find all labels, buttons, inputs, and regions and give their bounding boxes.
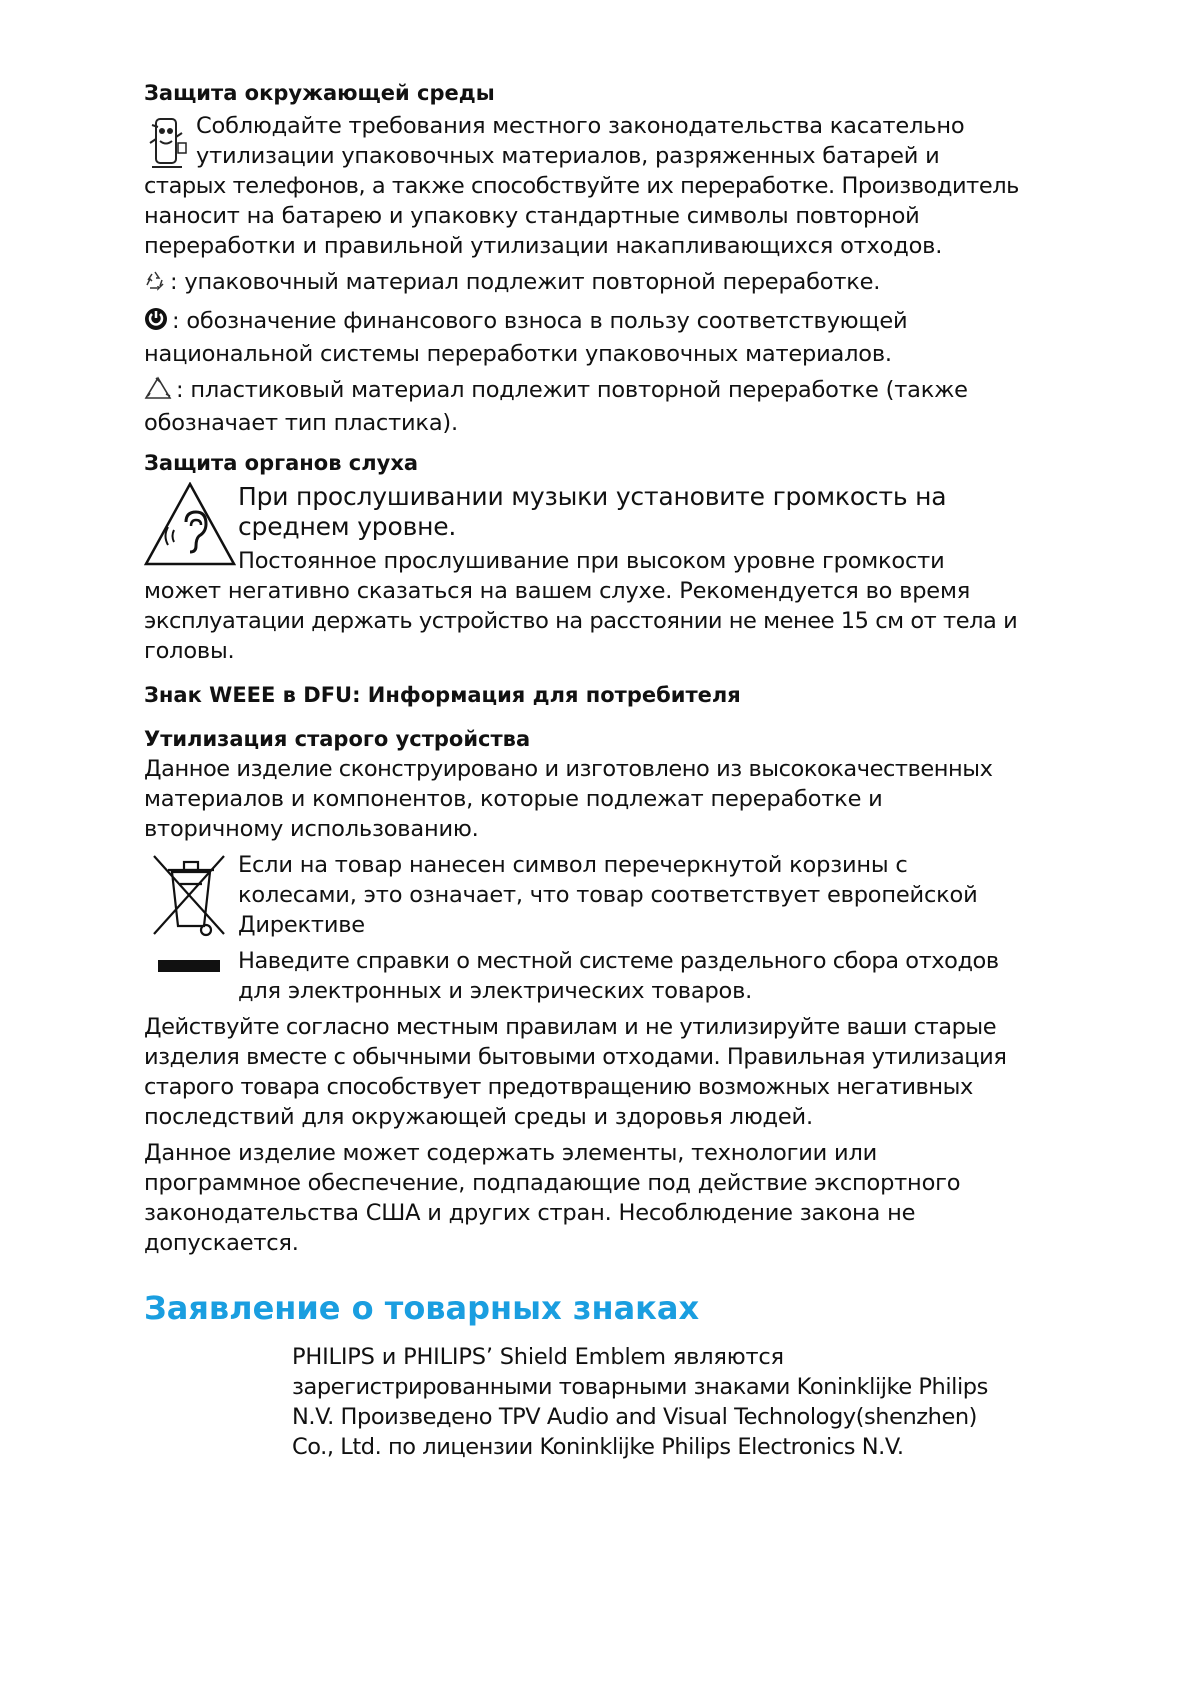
weee-subheading: Утилизация старого устройства [144,727,531,751]
weee-p3-line1: Данное изделие может содержать элементы, технологии или [144,1140,878,1166]
env-heading: Защита окружающей среды [144,81,495,105]
weee-bin-line2: колесами, это означает, что товар соответствует европейской [238,882,978,908]
hearing-line6: головы. [144,638,235,664]
weee-p3-line4: допускается. [144,1230,299,1256]
weee-p3-line3: законодательства США и других стран. Несоблюдение закона не [144,1200,916,1226]
env-symbol-recycle-text: : упаковочный материал подлежит повторной переработке. [170,269,881,295]
env-symbol-plastic [144,375,1064,408]
env-symbol-green-dot-line2: национальной системы переработки упаковочных материалов. [144,341,892,367]
weee-p2-line4: последствий для окружающей среды и здоровья людей. [144,1104,813,1130]
env-symbol-green-dot [144,306,1064,339]
document-page [144,78,1064,1462]
env-intro-line3: старых телефонов, а также способствуйте их переработке. Производитель [144,173,1019,199]
weee-heading: Знак WEEE в DFU: Информация для потребителя [144,683,741,707]
recycle-arrows-icon [144,270,166,300]
weee-bar-line1: Наведите справки о местной системе раздельного сбора отходов [238,948,999,974]
hearing-line3: Постоянное прослушивание при высоком уровне громкости [238,548,945,574]
weee-p2-line3: старого товара способствует предотвращению возможных негативных [144,1074,973,1100]
env-intro-line4: наносит на батарею и упаковку стандартные символы повторной [144,203,920,229]
trademark-heading: Заявление о товарных знаках [144,1289,700,1327]
env-intro-line2: утилизации упаковочных материалов, разряженных батарей и [196,143,940,169]
env-symbol-plastic-text: : пластиковый материал подлежит повторной переработке (также [176,377,968,403]
black-bar-icon [144,946,236,976]
trademark-line2: зарегистрированными товарными знаками Koninklijke Philips [292,1374,988,1400]
env-intro-line5: переработки и правильной утилизации накапливающихся отходов. [144,233,943,259]
trademark-line4: Co., Ltd. по лицензии Koninklijke Philips Electronics N.V. [292,1434,904,1460]
env-intro-line1: Соблюдайте требования местного законодательства касательно [196,113,965,139]
weee-bin-line3: Директиве [238,912,365,938]
green-dot-icon [144,307,168,339]
weee-bar-line2: для электронных и электрических товаров. [238,978,753,1004]
trademark-line1: PHILIPS и PHILIPS’ Shield Emblem являются [292,1344,784,1370]
weee-p1-line2: материалов и компонентов, которые подлежат переработке и [144,786,883,812]
hearing-line2: среднем уровне. [238,512,457,541]
weee-p1-line3: вторичному использованию. [144,816,479,842]
recycle-figure-icon [144,113,190,171]
env-symbol-recycle [144,267,1064,300]
plastic-recycle-triangle-icon [144,376,172,408]
hearing-line5: эксплуатации держать устройство на расстоянии не менее 15 см от тела и [144,608,1018,634]
weee-bin-line1: Если на товар нанесен символ перечеркнутой корзины с [238,852,908,878]
env-symbol-green-dot-text: : обозначение финансового взноса в пользу соответствующей [172,308,908,334]
hearing-line4: может негативно сказаться на вашем слухе. Рекомендуется во время [144,578,971,604]
weee-p1-line1: Данное изделие сконструировано и изготовлено из высококачественных [144,756,993,782]
hearing-warning-icon [144,482,236,566]
hearing-heading: Защита органов слуха [144,451,419,475]
weee-p2-line2: изделия вместе с обычными бытовыми отходами. Правильная утилизация [144,1044,1007,1070]
trademark-line3: N.V. Произведено TPV Audio and Visual Technology(shenzhen) [292,1404,977,1430]
crossed-bin-icon [144,850,236,938]
hearing-line1: При прослушивании музыки установите громкость на [238,482,947,511]
weee-p3-line2: программное обеспечение, подпадающие под действие экспортного [144,1170,961,1196]
env-symbol-plastic-line2: обозначает тип пластика). [144,410,458,436]
weee-p2-line1: Действуйте согласно местным правилам и не утилизируйте ваши старые [144,1014,997,1040]
